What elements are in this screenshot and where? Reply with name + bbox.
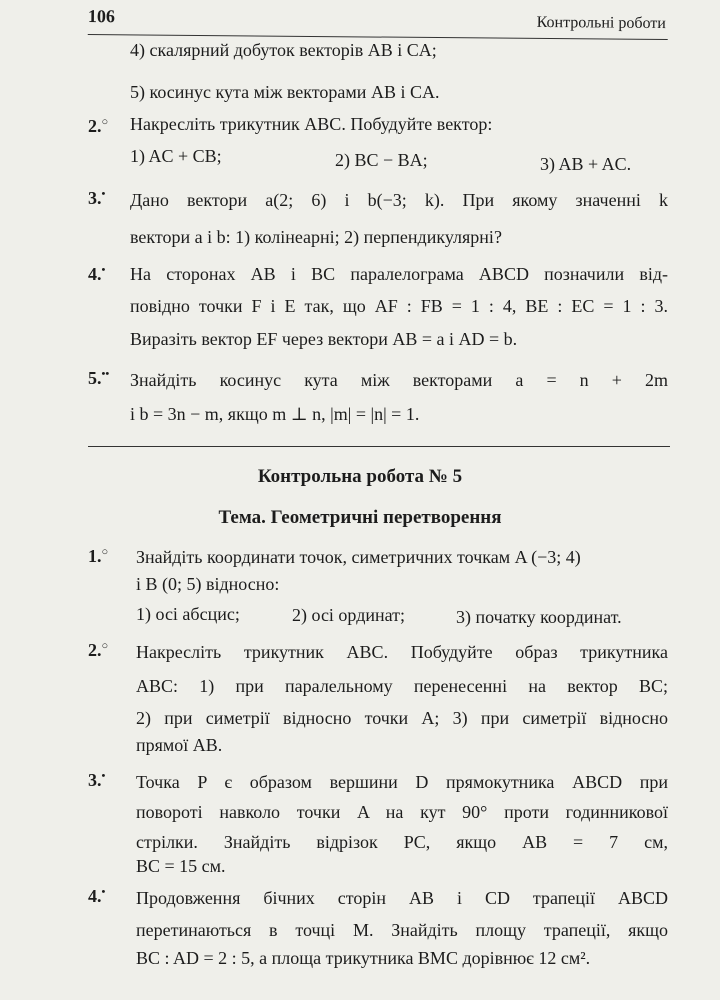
running-title: Контрольні роботи [536, 13, 666, 33]
prev-task-4-line-1: На сторонах AB і BC паралелограма ABCD позначили від- [130, 264, 668, 284]
task-1-number: 1.○ [88, 546, 109, 566]
prev-task-5-number: 5.•• [88, 368, 110, 388]
prev-task-2-number: 2.○ [88, 116, 109, 136]
task-2-line-4: прямої AB. [136, 735, 223, 755]
task-1-line-2: і B (0; 5) відносно: [136, 574, 280, 594]
task-2-line-3: 2) при симетрії відносно точки A; 3) при симетрії відносно [136, 708, 668, 728]
prev-task-5-line-2: і b = 3n − m, якщо m ⊥ n, |m| = |n| = 1. [130, 404, 420, 424]
test-theme: Тема. Геометричні перетворення [218, 507, 502, 528]
prev-task-4-number: 4.• [88, 264, 106, 284]
task-1-option-1: 1) осі абсцис; [136, 604, 240, 624]
task-1-option-3: 3) початку координат. [456, 607, 622, 627]
prev-item-5: 5) косинус кута між векторами AB і CA. [130, 82, 440, 102]
task-3-line-2: повороті навколо точки A на кут 90° проти годинникової [136, 802, 668, 822]
task-2-number: 2.○ [88, 640, 109, 660]
task-3-line-1: Точка P є образом вершини D прямокутника ABCD при [136, 772, 668, 792]
task-4-line-3: BC : AD = 2 : 5, а площа трикутника BMC дорівнює 12 см². [136, 948, 591, 968]
prev-task-3-line-1: Дано вектори a(2; 6) і b(−3; k). При якому значенні k [130, 190, 668, 210]
prev-task-2-text: Накресліть трикутник ABC. Побудуйте вектор: [130, 114, 493, 134]
page-number: 106 [87, 6, 115, 27]
prev-task-2-option-2: 2) BC − BA; [335, 150, 428, 170]
task-3-line-3: стрілки. Знайдіть відрізок PC, якщо AB = 7 см, [136, 832, 668, 852]
task-3-line-4: BC = 15 см. [136, 856, 226, 876]
task-3-number: 3.• [88, 770, 106, 790]
page-header [88, 6, 668, 40]
task-1-option-2: 2) осі ординат; [292, 605, 406, 625]
task-1-line-1: Знайдіть координати точок, симетричних точкам A (−3; 4) [136, 547, 581, 567]
prev-item-4: 4) скалярний добуток векторів AB і CA; [130, 40, 437, 60]
prev-task-3-line-2: вектори a і b: 1) колінеарні; 2) перпендикулярні? [130, 227, 502, 247]
prev-task-2-option-1: 1) AC + CB; [130, 146, 222, 166]
task-4-number: 4.• [88, 886, 106, 906]
task-2-line-2: ABC: 1) при паралельному перенесенні на вектор BC; [136, 676, 668, 696]
prev-task-4-line-2: повідно точки F і E так, що AF : FB = 1 : 4, BE : EC = 1 : 3. [130, 296, 668, 316]
task-4-line-1: Продовження бічних сторін AB і CD трапеції ABCD [136, 888, 668, 908]
prev-task-5-line-1: Знайдіть косинус кута між векторами a = n + 2m [130, 370, 668, 390]
prev-task-3-number: 3.• [88, 188, 106, 208]
section-divider [88, 446, 670, 447]
prev-task-2-option-3: 3) AB + AC. [540, 154, 632, 174]
prev-task-4-line-3: Виразіть вектор EF через вектори AB = a і AD = b. [130, 329, 518, 349]
test-title: Контрольна робота № 5 [257, 466, 463, 487]
task-4-line-2: перетинаються в точці M. Знайдіть площу трапеції, якщо [136, 920, 668, 940]
task-2-line-1: Накресліть трикутник ABC. Побудуйте образ трикутника [136, 642, 668, 662]
